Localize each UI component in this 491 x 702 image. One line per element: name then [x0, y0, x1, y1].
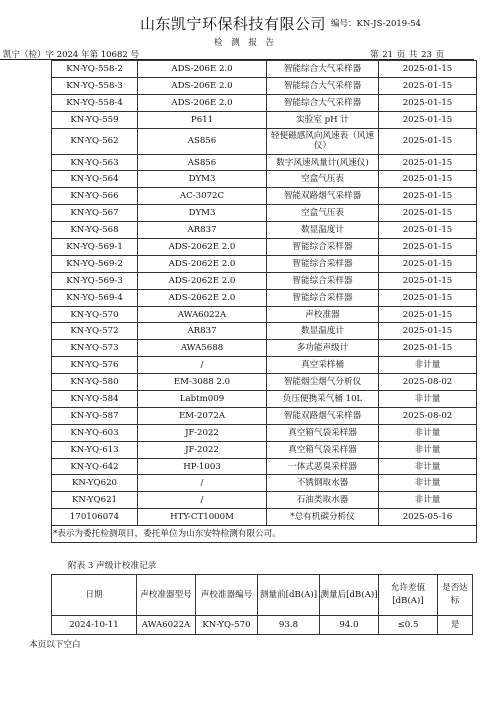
equipment-name: 智能综合采样器 [267, 272, 379, 289]
table-row [52, 239, 477, 256]
equipment-model: ADS-2062E 2.0 [138, 289, 267, 306]
table-row [52, 272, 477, 289]
document-code: 编号：KN-JS-2019-54 [331, 19, 421, 29]
calibration-due: 非计量 [379, 492, 477, 509]
equipment-name: 智能综合大气采样器 [267, 61, 379, 78]
equipment-model: ADS-206E 2.0 [138, 61, 267, 78]
calibration-due: 非计量 [379, 475, 477, 492]
equipment-name: 石油类取水器 [267, 492, 379, 509]
equipment-id: KN-YQ-569-4 [52, 289, 138, 306]
equipment-name: 智能双路烟气采样器 [267, 188, 379, 205]
equipment-id: 170106074 [52, 509, 138, 526]
calibration-due: 2025-01-15 [379, 340, 477, 357]
calibration-due: 非计量 [379, 441, 477, 458]
calibration-table [51, 574, 473, 635]
equipment-model: JF-2022 [138, 441, 267, 458]
equipment-id: KN-YQ-573 [52, 340, 138, 357]
equipment-model: ADS-2062E 2.0 [138, 272, 267, 289]
column-header: 是否达标 [438, 575, 473, 616]
calibration-due: 2025-01-15 [379, 77, 477, 94]
column-header: 测量后[dB(A)] [320, 575, 379, 616]
calibration-due: 非计量 [379, 458, 477, 475]
table-cell: AWA6022A [137, 616, 196, 635]
equipment-id: KN-YQ-570 [52, 306, 138, 323]
equipment-id: KN-YQ-563 [52, 154, 138, 171]
calibration-due: 非计量 [379, 357, 477, 374]
equipment-model: ADS-2062E 2.0 [138, 239, 267, 256]
calibration-due: 2025-01-15 [379, 154, 477, 171]
equipment-id: KN-YQ-569-2 [52, 255, 138, 272]
equipment-id: KN-YQ-613 [52, 441, 138, 458]
equipment-model: AS856 [138, 128, 267, 154]
calibration-due: 2025-08-02 [379, 407, 477, 424]
company-name: 山东凯宁环保科技有限公司 [140, 15, 327, 33]
equipment-name: 智能双路烟气采样器 [267, 407, 379, 424]
equipment-name: 智能综合采样器 [267, 239, 379, 256]
equipment-model: AR837 [138, 323, 267, 340]
equipment-model: AWA6022A [138, 306, 267, 323]
table-row [52, 77, 477, 94]
table-row [52, 424, 477, 441]
table-cell: ≤0.5 [379, 616, 438, 635]
calibration-due: 2025-08-02 [379, 374, 477, 391]
equipment-id: KN-YQ-558-3 [52, 77, 138, 94]
blank-below-note: 本页以下空白 [29, 640, 81, 650]
table-cell: 94.0 [320, 616, 379, 635]
table-cell: 93.8 [258, 616, 320, 635]
column-header: 声校准器型号 [137, 575, 196, 616]
equipment-model: ADS-206E 2.0 [138, 77, 267, 94]
calibration-due: 2025-01-15 [379, 323, 477, 340]
equipment-id: KN-YQ-567 [52, 205, 138, 222]
table-row [52, 323, 477, 340]
equipment-id: KN-YQ-580 [52, 374, 138, 391]
equipment-model: DYM3 [138, 205, 267, 222]
table-row [52, 475, 477, 492]
equipment-name: 智能综合大气采样器 [267, 94, 379, 111]
column-header: 声校准器编号 [196, 575, 258, 616]
table-row [52, 154, 477, 171]
table-row [52, 111, 477, 128]
equipment-id: KN-YQ-566 [52, 188, 138, 205]
calibration-due: 2025-01-15 [379, 111, 477, 128]
equipment-model: DYM3 [138, 171, 267, 188]
table-row [52, 391, 477, 408]
equipment-model: ADS-206E 2.0 [138, 94, 267, 111]
equipment-name: 一体式恶臭采样器 [267, 458, 379, 475]
equipment-name: 智能综合采样器 [267, 289, 379, 306]
equipment-name: 实验室 pH 计 [267, 111, 379, 128]
equipment-id: KN-YQ-603 [52, 424, 138, 441]
table-row [52, 255, 477, 272]
report-number: 凯宁（检）字 2024 年第 10682 号 [3, 50, 139, 60]
calibration-due: 2025-01-15 [379, 239, 477, 256]
equipment-name: 负压便携采气桶 10L [267, 391, 379, 408]
equipment-model: Labtm009 [138, 391, 267, 408]
equipment-name: 数字风速风量计(风速仪) [267, 154, 379, 171]
calibration-due: 2025-01-15 [379, 289, 477, 306]
column-header: 允许差值[dB(A)] [379, 575, 438, 616]
delegation-note: *表示为委托检测项目，委托单位为山东安特检测有限公司。 [52, 526, 477, 543]
table-row [52, 441, 477, 458]
calibration-header-row [52, 575, 473, 616]
table-row [52, 616, 473, 635]
calibration-due: 2025-01-15 [379, 306, 477, 323]
equipment-id: KN-YQ-584 [52, 391, 138, 408]
equipment-model: / [138, 492, 267, 509]
table-row [52, 306, 477, 323]
equipment-name: 多功能声级计 [267, 340, 379, 357]
equipment-name: 真空箱气袋采样器 [267, 424, 379, 441]
table-row [52, 357, 477, 374]
table-row [52, 340, 477, 357]
equipment-name: 声校准器 [267, 306, 379, 323]
equipment-name: 数显温度计 [267, 222, 379, 239]
table-row [52, 289, 477, 306]
equipment-name: *总有机碳分析仪 [267, 509, 379, 526]
column-header: 日期 [52, 575, 137, 616]
column-header: 测量前[dB(A)] [258, 575, 320, 616]
calibration-due: 2025-01-15 [379, 61, 477, 78]
table-row [52, 222, 477, 239]
equipment-table [51, 60, 477, 543]
equipment-model: AS856 [138, 154, 267, 171]
calibration-due: 2025-01-15 [379, 272, 477, 289]
table-cell: 是 [438, 616, 473, 635]
table-row [52, 526, 477, 543]
table-cell: 2024-10-11 [52, 616, 137, 635]
calibration-due: 2025-01-15 [379, 94, 477, 111]
table-row [52, 171, 477, 188]
equipment-model: P611 [138, 111, 267, 128]
equipment-name: 不锈钢取水器 [267, 475, 379, 492]
table-row [52, 94, 477, 111]
equipment-name: 空盒气压表 [267, 171, 379, 188]
table-row [52, 458, 477, 475]
equipment-model: / [138, 475, 267, 492]
equipment-name: 空盒气压表 [267, 205, 379, 222]
page-header [0, 0, 491, 62]
table-row [52, 61, 477, 78]
equipment-name: 真空采样桶 [267, 357, 379, 374]
equipment-model: / [138, 357, 267, 374]
equipment-model: EM-3088 2.0 [138, 374, 267, 391]
equipment-id: KN-YQ-568 [52, 222, 138, 239]
equipment-model: HP-1003 [138, 458, 267, 475]
equipment-model: AR837 [138, 222, 267, 239]
equipment-model: JF-2022 [138, 424, 267, 441]
calibration-due: 2025-01-15 [379, 171, 477, 188]
equipment-id: KN-YQ-576 [52, 357, 138, 374]
table-row [52, 492, 477, 509]
equipment-name: 数显温度计 [267, 323, 379, 340]
equipment-model: AWA5688 [138, 340, 267, 357]
equipment-name: 轻便磁感风向风速表（风速仪） [267, 128, 379, 154]
table-row [52, 188, 477, 205]
equipment-id: KN-YQ-558-4 [52, 94, 138, 111]
calibration-due: 2025-01-15 [379, 128, 477, 154]
calibration-due: 2025-01-15 [379, 222, 477, 239]
equipment-id: KN-YQ-642 [52, 458, 138, 475]
calibration-due: 2025-01-15 [379, 188, 477, 205]
table-row [52, 407, 477, 424]
table-row [52, 374, 477, 391]
calibration-due: 2025-05-16 [379, 509, 477, 526]
table-cell: KN-YQ-570 [196, 616, 258, 635]
equipment-id: KN-YQ620 [52, 475, 138, 492]
equipment-model: AC-3072C [138, 188, 267, 205]
table-row [52, 128, 477, 154]
calibration-due: 2025-01-15 [379, 205, 477, 222]
equipment-model: ADS-2062E 2.0 [138, 255, 267, 272]
equipment-name: 智能烟尘烟气分析仪 [267, 374, 379, 391]
equipment-id: KN-YQ-564 [52, 171, 138, 188]
equipment-name: 智能综合采样器 [267, 255, 379, 272]
equipment-id: KN-YQ-587 [52, 407, 138, 424]
calibration-due: 非计量 [379, 391, 477, 408]
equipment-id: KN-YQ-558-2 [52, 61, 138, 78]
report-subtitle: 检 测 报 告 [213, 38, 278, 48]
table-row [52, 205, 477, 222]
equipment-model: HTY-CT1000M [138, 509, 267, 526]
equipment-id: KN-YQ-562 [52, 128, 138, 154]
page-number: 第 21 页 共 23 页 [370, 50, 445, 60]
equipment-model: EM-2072A [138, 407, 267, 424]
equipment-id: KN-YQ-569-3 [52, 272, 138, 289]
table-row [52, 509, 477, 526]
equipment-id: KN-YQ-569-1 [52, 239, 138, 256]
equipment-name: 真空箱气袋采样器 [267, 441, 379, 458]
calibration-due: 非计量 [379, 424, 477, 441]
calibration-due: 2025-01-15 [379, 255, 477, 272]
equipment-id: KN-YQ-572 [52, 323, 138, 340]
equipment-name: 智能综合大气采样器 [267, 77, 379, 94]
equipment-id: KN-YQ-559 [52, 111, 138, 128]
equipment-id: KN-YQ621 [52, 492, 138, 509]
appendix-title: 附表 3 声级计校准记录 [68, 561, 157, 571]
